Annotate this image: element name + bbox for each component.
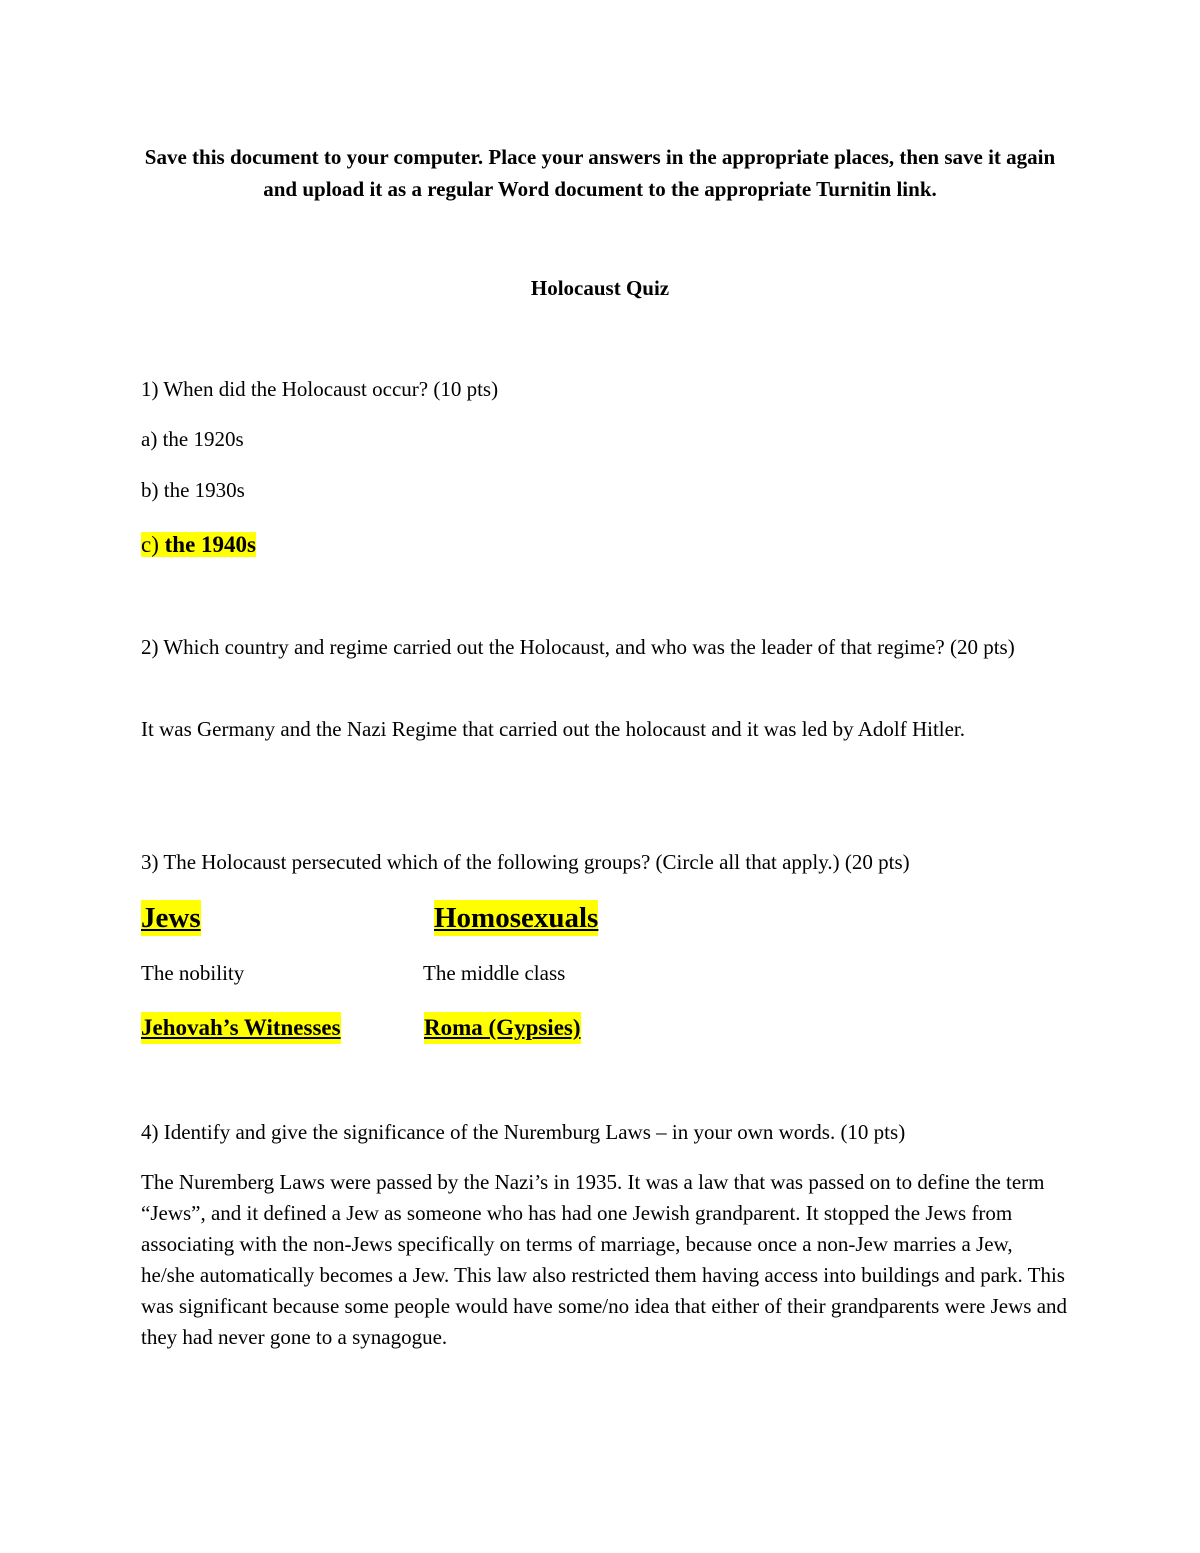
- group-roma-selected: Roma (Gypsies): [424, 1012, 581, 1044]
- q1-option-c-text: the 1940s: [158, 532, 256, 557]
- question-2: 2) Which country and regime carried out the Holocaust, and who was the leader of that regime? (20 pts): [141, 635, 1015, 659]
- answer-4: The Nuremberg Laws were passed by the Nazi’s in 1935. It was a law that was passed on to define the term “Jews”, and it defined a Jew as someone who has had one Jewish grandparent. It stopped the Jews from associating with the non-Jews specifically on terms of marriage, because once a non-Jew marries a Jew, he/she automatically becomes a Jew. This law also restricted them having access into buildings and park. This was significant because some people would have some/no idea that either of their grandparents were Jews and they had never gone to a synagogue.: [141, 1170, 1068, 1349]
- group-nobility: The nobility: [141, 961, 245, 985]
- question-3: 3) The Holocaust persecuted which of the following groups? (Circle all that apply.) (20 pts): [141, 850, 910, 874]
- q1-option-c-letter: c): [141, 532, 159, 557]
- question-4: 4) Identify and give the significance of the Nuremburg Laws – in your own words. (10 pts): [141, 1120, 906, 1144]
- page-title: Holocaust Quiz: [530, 276, 670, 300]
- group-jews-selected: Jews: [141, 902, 201, 934]
- q1-option-b: b) the 1930s: [141, 478, 245, 502]
- group-homosexuals-selected: Homosexuals: [434, 902, 599, 934]
- question-1: 1) When did the Holocaust occur? (10 pts): [141, 377, 499, 401]
- q1-option-a: a) the 1920s: [141, 427, 244, 451]
- group-middle-class: The middle class: [423, 961, 566, 985]
- q1-option-c-selected: [141, 529, 256, 560]
- group-jehovahs-witnesses-selected: Jehovah’s Witnesses: [141, 1012, 341, 1044]
- answer-2: It was Germany and the Nazi Regime that carried out the holocaust and it was led by Adolf Hitler.: [141, 717, 966, 741]
- instructions-text: Save this document to your computer. Place your answers in the appropriate places, then save it again and upload it as a regular Word document to the appropriate Turnitin link.: [144, 145, 1056, 201]
